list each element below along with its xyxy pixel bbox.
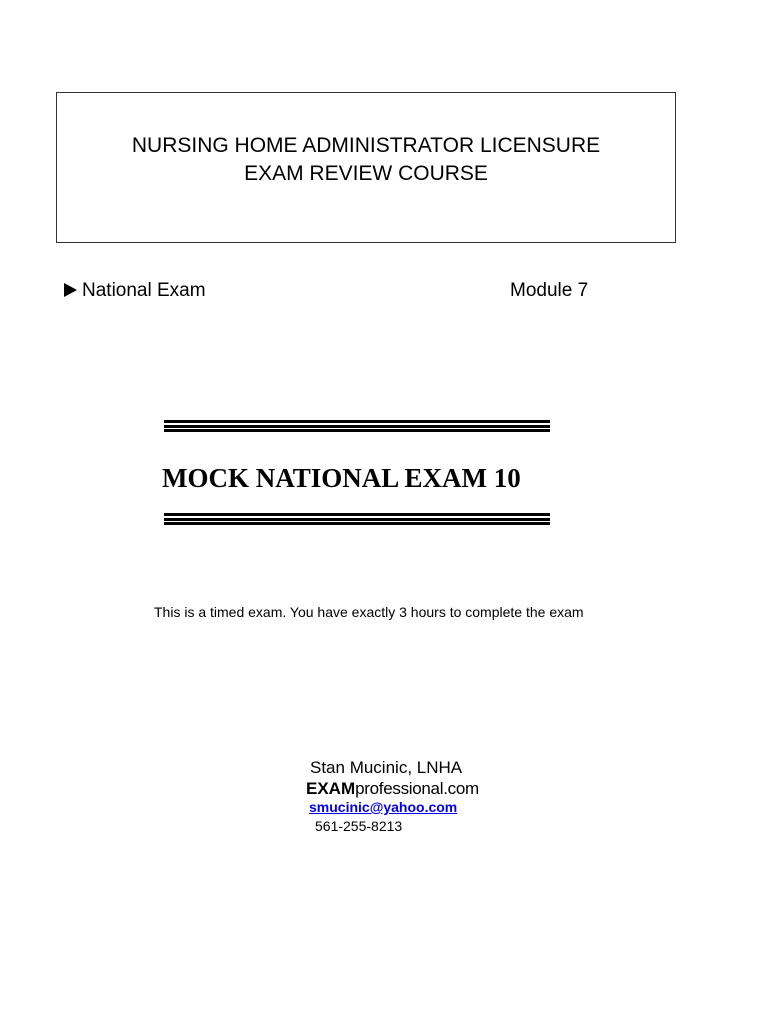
brand-name [306, 778, 479, 799]
course-title-line-1: NURSING HOME ADMINISTRATOR LICENSURE [131, 134, 601, 157]
bottom-divider-rule [164, 513, 550, 527]
author-name: Stan Mucinic, LNHA [310, 758, 463, 777]
brand-bold: EXAM [306, 779, 356, 798]
module-label: Module 7 [510, 280, 589, 301]
top-divider-rule [164, 420, 550, 434]
email-link[interactable]: smucinic@yahoo.com [309, 799, 458, 815]
course-title-box [56, 92, 676, 243]
exam-instructions: This is a timed exam. You have exactly 3 hours to complete the exam [154, 604, 584, 620]
phone-number: 561-255-8213 [315, 818, 403, 834]
section-text: National Exam [82, 280, 206, 301]
exam-title: MOCK NATIONAL EXAM 10 [162, 463, 521, 493]
right-triangle-arrow-icon [64, 283, 77, 297]
brand-rest: professional.com [355, 779, 479, 798]
section-label [64, 279, 206, 303]
course-title-line-2: EXAM REVIEW COURSE [244, 162, 488, 185]
